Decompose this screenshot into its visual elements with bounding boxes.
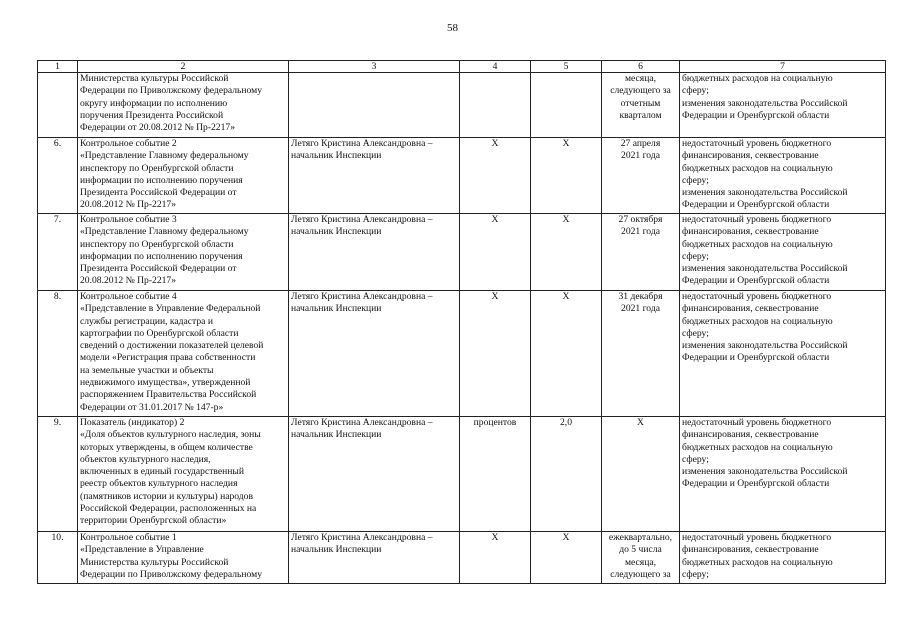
deadline-cell-line: 2021 года [621,303,660,315]
header-cell: 5 [531,61,602,73]
deadline-cell-line: 2021 года [621,226,660,238]
header-cell: 4 [460,61,531,73]
responsible-cell-line: начальник Инспекции [291,544,382,556]
responsible-cell-line: Летяго Кристина Александровна – [291,138,433,149]
risks-cell-line: сферу; [682,327,709,339]
header-cell: 1 [38,61,78,73]
deadline-cell-line: 2021 года [621,150,660,162]
risks-cell-line: изменения законодательства Российской [682,263,848,275]
description-cell-line: на земельные участки и объекты [80,364,214,376]
row-number-cell: 8. [38,291,78,417]
description-cell-line: Федерации по Приволжскому федеральному [80,568,262,580]
risks-cell-line: Федерации и Оренбургской области [682,478,830,490]
risks-cell-line: финансирования, секвестрование [682,150,819,162]
responsible-cell-line: Летяго Кристина Александровна – [291,417,433,428]
row-number-cell: 10. [38,532,78,584]
risks-cell-line: бюджетных расходов на социальную [682,162,833,174]
unit-cell: X [460,138,531,214]
value-cell: 2,0 [531,417,602,532]
description-cell-line: поручения Президента Российской [80,109,224,121]
description-cell-line: «Представление Главному федеральному [80,226,249,238]
description-cell-line: службы регистрации, кадастра и [80,315,213,327]
description-cell-line: «Доля объектов культурного наследия, зоны [80,429,261,441]
description-cell [78,214,289,291]
risks-cell [680,532,886,584]
deadline-cell-line: отчетным [620,97,661,109]
table-row [38,291,886,417]
risks-cell-line: бюджетных расходов на социальную [682,315,833,327]
responsible-cell [289,417,460,532]
value-cell: X [531,291,602,417]
risks-cell [680,214,886,291]
risks-cell [680,291,886,417]
risks-cell-line: сферу; [682,453,709,465]
deadline-cell-line: 31 декабря [618,291,663,302]
description-cell-line: реестр объектов культурного наследия [80,478,238,490]
description-cell-line: Контрольное событие 4 [80,291,177,302]
responsible-cell-line: начальник Инспекции [291,150,382,162]
deadline-cell-line: ежеквартально, [608,532,673,543]
column-number-row [38,61,886,73]
responsible-cell [289,138,460,214]
responsible-cell [289,532,460,584]
responsible-cell-line: Летяго Кристина Александровна – [291,291,433,302]
description-cell-line: Министерства культуры Российской [80,73,229,84]
deadline-cell [602,138,680,214]
description-cell-line: инспектору по Оренбургской области [80,238,234,250]
responsible-cell-line: начальник Инспекции [291,226,382,238]
description-cell [78,417,289,532]
description-cell-line: которых утверждены, в общем количестве [80,441,253,453]
value-cell: X [531,214,602,291]
description-cell-line: сведений о достижении показателей целевой [80,340,264,352]
description-cell-line: 20.08.2012 № Пр-2217» [80,199,177,211]
value-cell: X [531,532,602,584]
deadline-cell [602,532,680,584]
risks-cell-line: сферу; [682,568,709,580]
description-cell-line: «Представление в Управление [80,544,204,556]
table-row [38,73,886,138]
risks-cell-line: изменения законодательства Российской [682,187,848,199]
description-cell-line: распоряжением Правительства Российской [80,389,257,401]
deadline-cell-line: месяца, [624,556,657,568]
risks-cell-line: Федерации и Оренбургской области [682,275,830,287]
description-cell [78,73,289,138]
deadline-cell [602,73,680,138]
deadline-cell-line: 27 октября [618,214,663,225]
responsible-cell-line: начальник Инспекции [291,429,382,441]
risks-cell [680,417,886,532]
unit-cell: X [460,214,531,291]
risks-cell-line: изменения законодательства Российской [682,97,848,109]
risks-cell-line: бюджетных расходов на социальную [682,441,833,453]
description-cell-line: модели «Регистрация права собственности [80,352,256,364]
row-number-cell: 9. [38,417,78,532]
risks-cell-line: сферу; [682,174,709,186]
risks-cell-line: изменения законодательства Российской [682,466,848,478]
risks-cell-line: финансирования, секвестрование [682,429,819,441]
description-cell-line: недвижимого имущества», утвержденной [80,377,251,389]
description-cell-line: инспектору по Оренбургской области [80,162,234,174]
deadline-cell-line: следующего за [610,85,671,97]
deadline-cell-line: следующего за [610,568,671,580]
risks-cell-line: бюджетных расходов на социальную [682,238,833,250]
header-cell: 6 [602,61,680,73]
risks-cell-line: недостаточный уровень бюджетного [682,138,832,149]
deadline-cell [602,417,680,532]
value-cell: X [531,138,602,214]
risks-cell-line: бюджетных расходов на социальную [682,556,833,568]
responsible-cell [289,214,460,291]
risks-cell [680,138,886,214]
description-cell-line: Президента Российской Федерации от [80,187,237,199]
risks-cell-line: недостаточный уровень бюджетного [682,214,832,225]
deadline-cell-line: X [637,417,644,428]
description-cell-line: информации по исполнению поручения [80,174,243,186]
page-number: 58 [447,22,458,34]
risks-cell-line: Федерации и Оренбургской области [682,109,830,121]
header-cell: 7 [680,61,886,73]
table-row [38,532,886,584]
unit-cell: X [460,532,531,584]
description-cell-line: объектов культурного наследия, [80,453,211,465]
risks-cell-line: изменения законодательства Российской [682,340,848,352]
responsible-cell-line: Летяго Кристина Александровна – [291,214,433,225]
description-cell [78,532,289,584]
risks-cell-line: Федерации и Оренбургской области [682,352,830,364]
description-cell-line: Российской Федерации, расположенных на [80,503,257,515]
risks-cell-line: бюджетных расходов на социальную [682,73,833,84]
row-number-cell: 6. [38,138,78,214]
risks-cell-line: недостаточный уровень бюджетного [682,532,832,543]
responsible-cell-line: начальник Инспекции [291,303,382,315]
deadline-cell-line: до 5 числа [619,544,662,556]
description-cell-line: территории Оренбургской области» [80,515,227,527]
description-cell-line: Контрольное событие 1 [80,532,177,543]
value-cell [531,73,602,138]
description-cell-line: (памятников истории и культуры) народов [80,490,253,502]
description-cell [78,138,289,214]
description-cell-line: включенных в единый государственный [80,466,244,478]
risks-cell-line: недостаточный уровень бюджетного [682,291,832,302]
risks-cell-line: финансирования, секвестрование [682,544,819,556]
row-number-cell [38,73,78,138]
row-number-cell: 7. [38,214,78,291]
risks-cell-line: недостаточный уровень бюджетного [682,417,832,428]
unit-cell: X [460,291,531,417]
risks-cell-line: финансирования, секвестрование [682,303,819,315]
table-row [38,138,886,214]
header-cell: 2 [78,61,289,73]
description-cell-line: Контрольное событие 2 [80,138,177,149]
description-cell-line: 20.08.2012 № Пр-2217» [80,275,177,287]
description-cell-line: Федерации по Приволжскому федеральному [80,85,262,97]
description-cell-line: округу информации по исполнению [80,97,228,109]
description-cell-line: Министерства культуры Российской [80,556,229,568]
description-cell-line: Федерации от 20.08.2012 № Пр-2217» [80,122,235,134]
responsible-cell-line: Летяго Кристина Александровна – [291,532,433,543]
responsible-cell [289,291,460,417]
risks-cell-line: Федерации и Оренбургской области [682,199,830,211]
description-cell-line: картографии по Оренбургской области [80,327,239,339]
description-cell-line: Показатель (индикатор) 2 [80,417,185,428]
description-cell-line: Федерации от 31.01.2017 № 147-р» [80,401,224,413]
deadline-cell-line: 27 апреля [620,138,661,149]
unit-cell: процентов [460,417,531,532]
deadline-cell-line: кварталом [619,109,662,121]
risks-cell [680,73,886,138]
description-cell-line: Президента Российской Федерации от [80,263,237,275]
plan-table [37,60,886,584]
description-cell-line: «Представление в Управление Федеральной [80,303,261,315]
deadline-cell [602,214,680,291]
risks-cell-line: сферу; [682,85,709,97]
risks-cell-line: сферу; [682,250,709,262]
description-cell-line: информации по исполнению поручения [80,250,243,262]
unit-cell [460,73,531,138]
description-cell-line: «Представление Главному федеральному [80,150,249,162]
description-cell-line: Контрольное событие 3 [80,214,177,225]
risks-cell-line: финансирования, секвестрование [682,226,819,238]
responsible-cell [289,73,460,138]
table-row [38,214,886,291]
table-body [38,61,886,584]
table-row [38,417,886,532]
header-cell: 3 [289,61,460,73]
deadline-cell-line: месяца, [624,73,657,84]
deadline-cell [602,291,680,417]
description-cell [78,291,289,417]
